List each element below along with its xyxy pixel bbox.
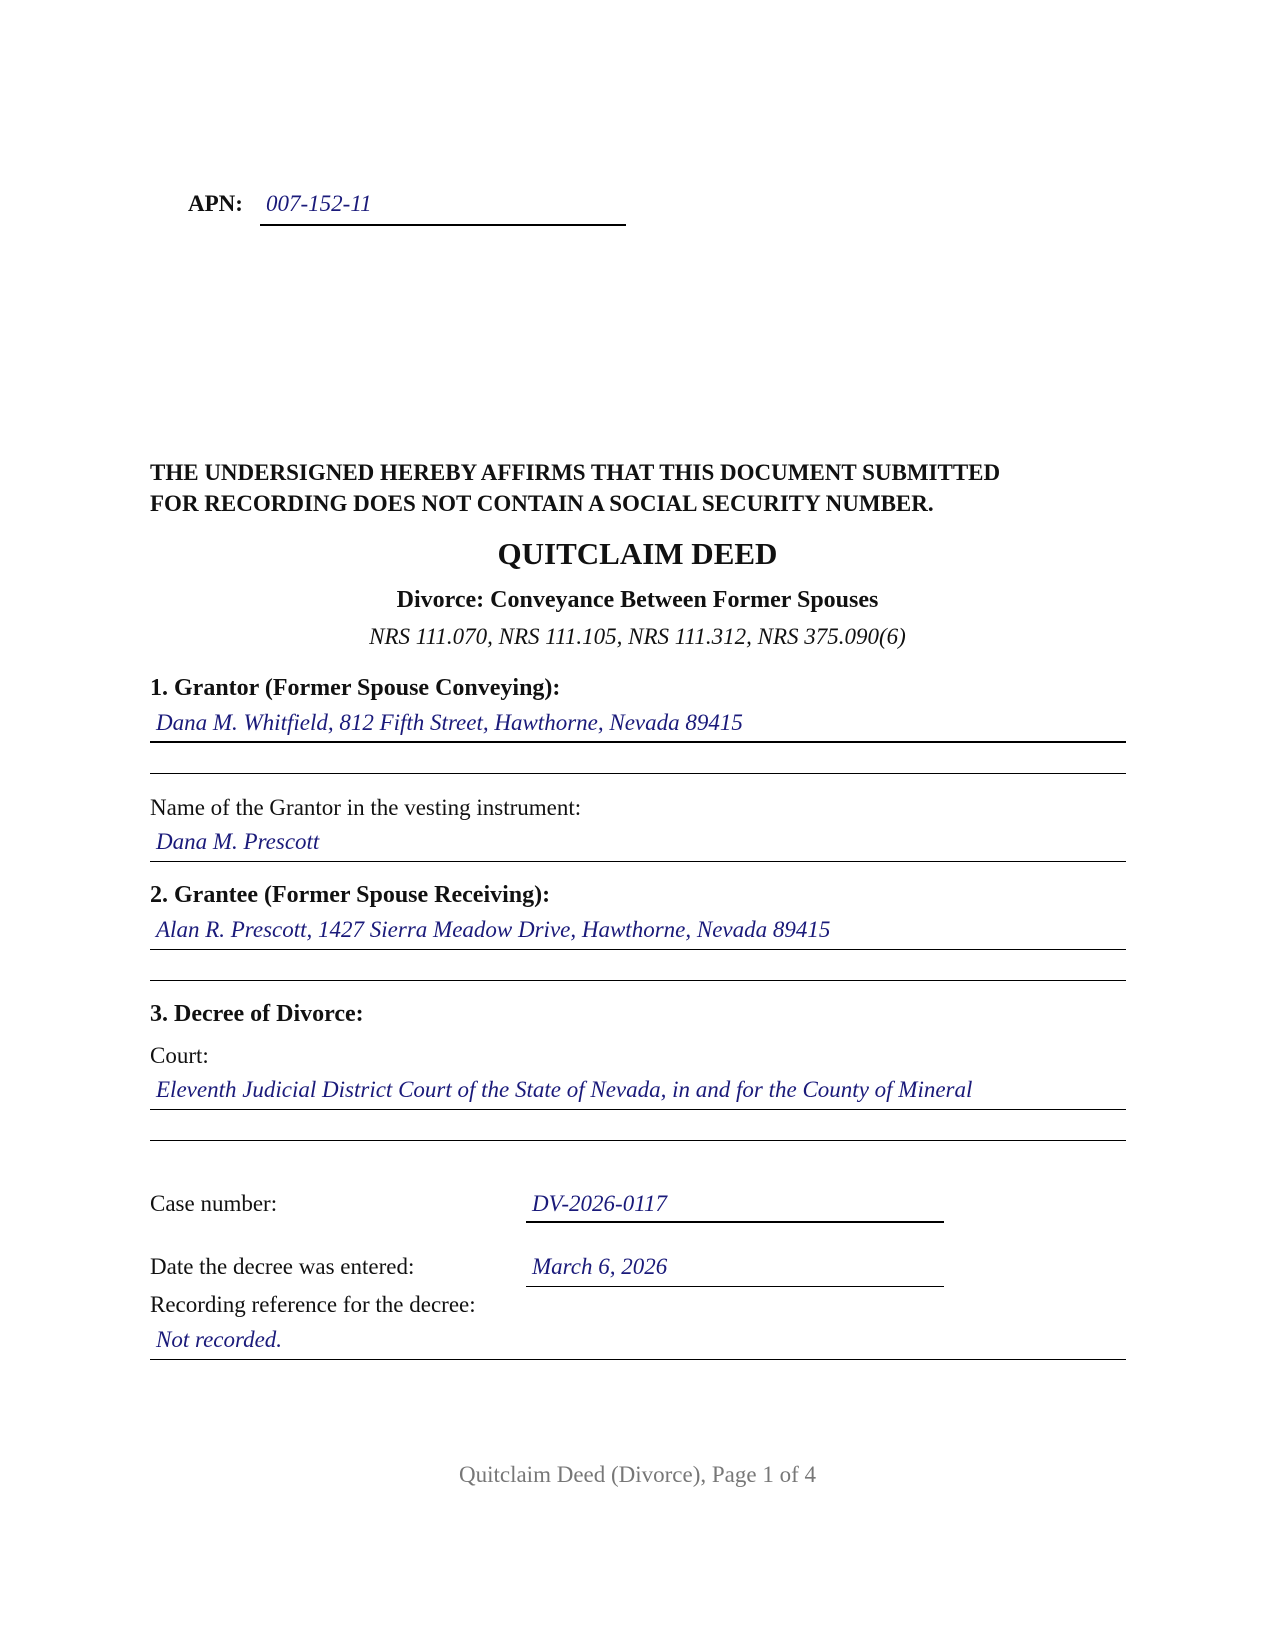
- vesting-value[interactable]: Dana M. Prescott: [156, 829, 320, 854]
- apn-value[interactable]: 007-152-11: [266, 191, 372, 216]
- case-number-label: Case number:: [150, 1191, 278, 1216]
- apn-label: APN:: [188, 191, 243, 216]
- recording-reference-underline: [150, 1359, 1126, 1360]
- decree-heading: 3. Decree of Divorce:: [150, 1001, 364, 1027]
- grantee-extra-line: [150, 980, 1126, 981]
- vesting-underline: [150, 861, 1126, 862]
- affirmation-statement: [150, 457, 1000, 519]
- apn-underline: [260, 224, 626, 226]
- vesting-label: Name of the Grantor in the vesting instrument:: [150, 795, 582, 820]
- grantor-extra-line: [150, 773, 1126, 774]
- court-value[interactable]: Eleventh Judicial District Court of the State of Nevada, in and for the County of Mineral: [156, 1077, 973, 1102]
- document-subtitle: Divorce: Conveyance Between Former Spouses: [396, 587, 879, 613]
- decree-date-underline: [526, 1286, 944, 1287]
- court-extra-line: [150, 1140, 1126, 1141]
- grantee-heading: 2. Grantee (Former Spouse Receiving):: [150, 882, 551, 908]
- decree-date-value[interactable]: March 6, 2026: [532, 1254, 668, 1279]
- case-number-underline: [526, 1221, 944, 1223]
- case-number-value[interactable]: DV-2026-0117: [532, 1191, 668, 1216]
- recording-reference-label: Recording reference for the decree:: [150, 1292, 476, 1317]
- grantor-underline: [150, 741, 1126, 743]
- recording-reference-value[interactable]: Not recorded.: [156, 1327, 283, 1352]
- court-label: Court:: [150, 1043, 209, 1068]
- grantee-value[interactable]: Alan R. Prescott, 1427 Sierra Meadow Drive, Hawthorne, Nevada 89415: [156, 917, 831, 942]
- grantor-value[interactable]: Dana M. Whitfield, 812 Fifth Street, Hawthorne, Nevada 89415: [156, 710, 743, 735]
- grantee-underline: [150, 949, 1126, 950]
- affirmation-line-1: THE UNDERSIGNED HEREBY AFFIRMS THAT THIS DOCUMENT SUBMITTED: [150, 460, 1001, 485]
- grantor-heading: 1. Grantor (Former Spouse Conveying):: [150, 675, 561, 701]
- affirmation-line-2: FOR RECORDING DOES NOT CONTAIN A SOCIAL SECURITY NUMBER.: [150, 491, 934, 516]
- page-footer: Quitclaim Deed (Divorce), Page 1 of 4: [458, 1462, 817, 1487]
- court-underline: [150, 1109, 1126, 1110]
- decree-date-label: Date the decree was entered:: [150, 1254, 415, 1279]
- statute-citations: NRS 111.070, NRS 111.105, NRS 111.312, NRS 375.090(6): [369, 624, 906, 649]
- document-title: QUITCLAIM DEED: [497, 536, 778, 571]
